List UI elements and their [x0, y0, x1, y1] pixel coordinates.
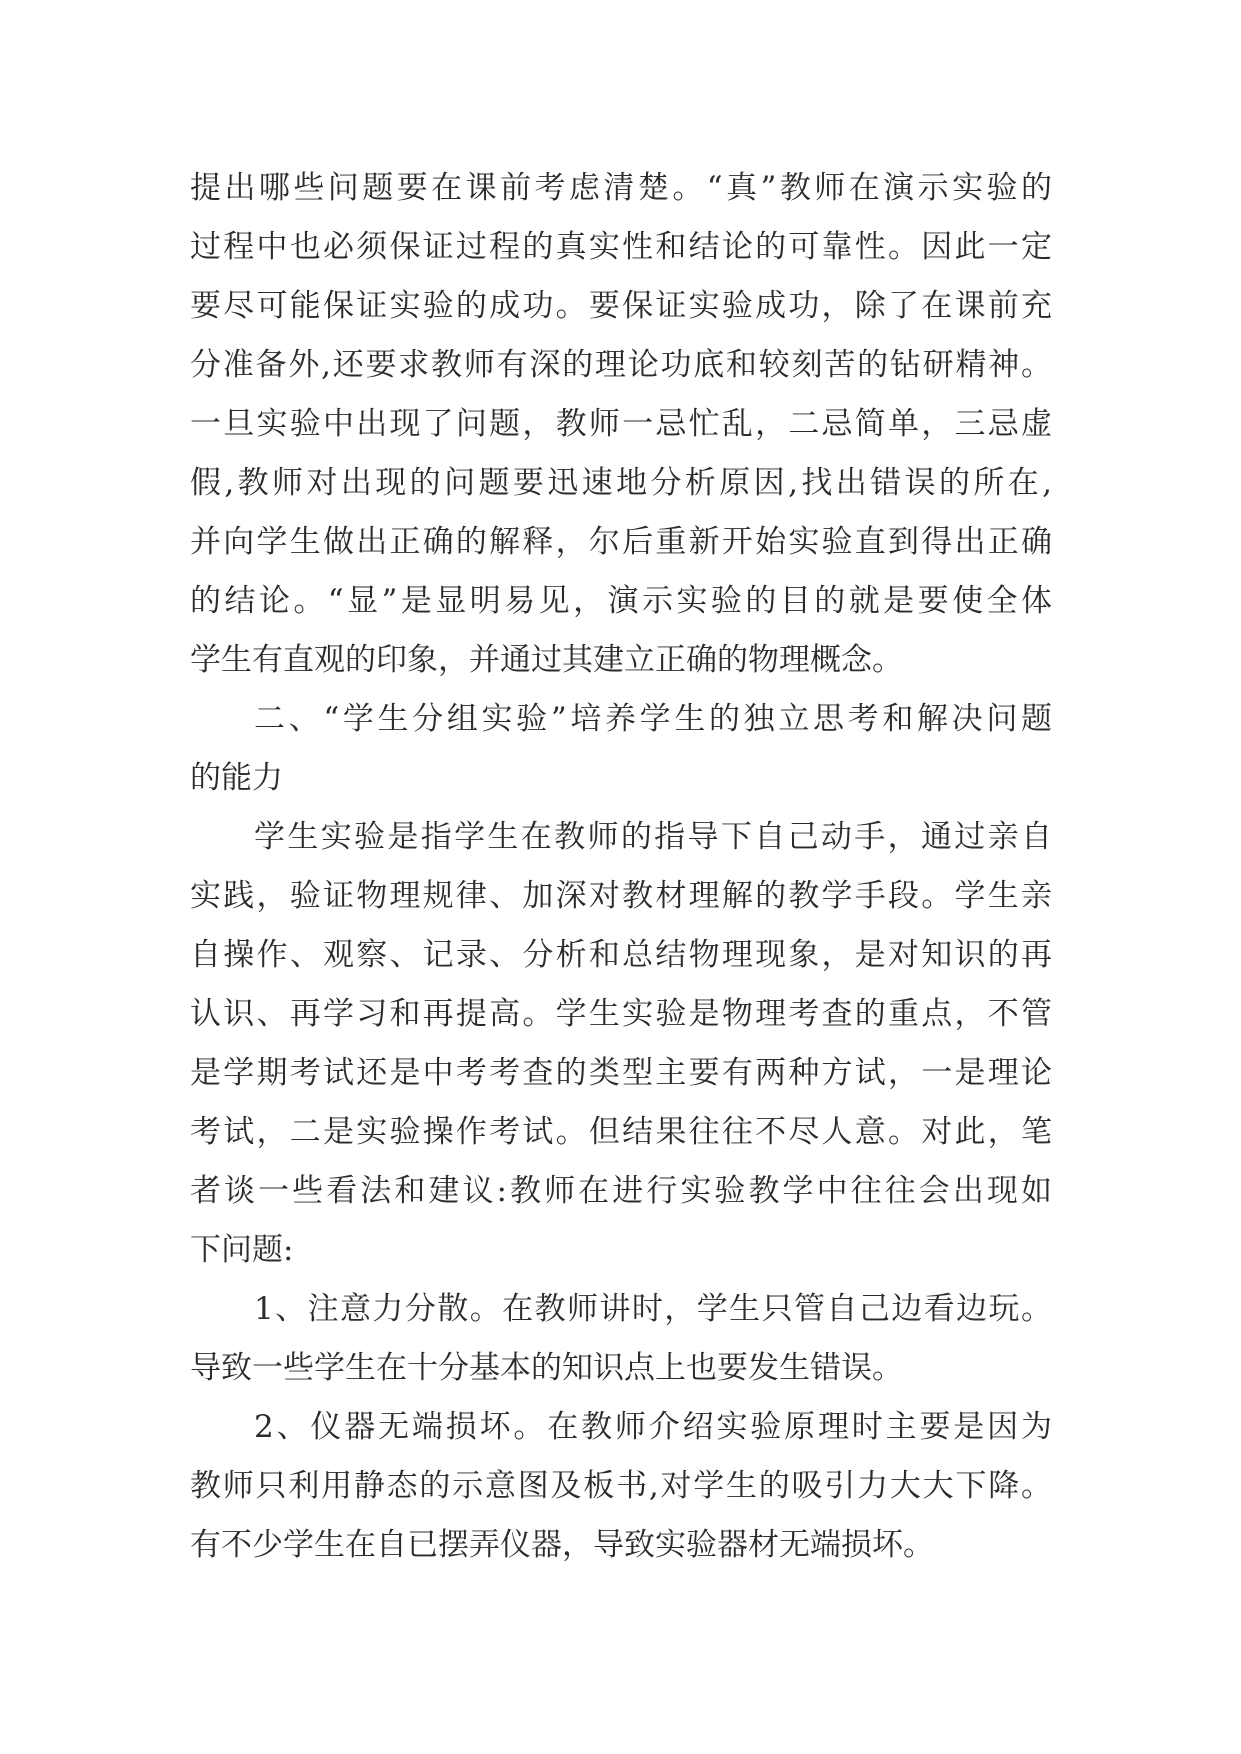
text-line: 实践，验证物理规律、加深对教材理解的教学手段。学生亲 [190, 878, 1052, 914]
text-line: 要尽可能保证实验的成功。要保证实验成功，除了在课前充 [190, 288, 1052, 324]
text-line: 的结论。“显”是显明易见，演示实验的目的就是要使全体 [190, 583, 1052, 619]
text-line: 自操作、观察、记录、分析和总结物理现象，是对知识的再 [190, 937, 1052, 973]
text-line: 提出哪些问题要在课前考虑清楚。“真”教师在演示实验的 [190, 170, 1052, 206]
list-item-line: 有不少学生在自已摆弄仪器，导致实验器材无端损坏。 [190, 1527, 934, 1563]
section-heading-line: 的能力 [190, 760, 283, 796]
list-item-line: 导致一些学生在十分基本的知识点上也要发生错误。 [190, 1350, 903, 1386]
text-line: 是学期考试还是中考考查的类型主要有两种方试，一是理论 [190, 1055, 1052, 1091]
text-line: 下问题: [190, 1232, 294, 1268]
list-item-line: 1、注意力分散。在教师讲时，学生只管自己边看边玩。 [254, 1291, 1052, 1327]
text-line: 考试，二是实验操作考试。但结果往往不尽人意。对此，笔 [190, 1114, 1052, 1150]
text-line: 假,教师对出现的问题要迅速地分析原因,找出错误的所在, [190, 465, 1052, 501]
text-line: 学生实验是指学生在教师的指导下自己动手，通过亲自 [254, 819, 1052, 855]
section-heading-line: 二、“学生分组实验”培养学生的独立思考和解决问题 [254, 701, 1052, 737]
list-item-line: 教师只利用静态的示意图及板书,对学生的吸引力大大下降。 [190, 1468, 1052, 1504]
text-line: 过程中也必须保证过程的真实性和结论的可靠性。因此一定 [190, 229, 1052, 265]
text-line: 认识、再学习和再提高。学生实验是物理考查的重点，不管 [190, 996, 1052, 1032]
document-body [190, 159, 1052, 1575]
text-line: 学生有直观的印象，并通过其建立正确的物理概念。 [190, 642, 903, 678]
list-item-line: 2、仪器无端损坏。在教师介绍实验原理时主要是因为 [254, 1409, 1052, 1445]
text-line: 并向学生做出正确的解释，尔后重新开始实验直到得出正确 [190, 524, 1052, 560]
text-line: 分准备外,还要求教师有深的理论功底和较刻苦的钻研精神。 [190, 347, 1052, 383]
text-line: 者谈一些看法和建议:教师在进行实验教学中往往会出现如 [190, 1173, 1052, 1209]
text-line: 一旦实验中出现了问题，教师一忌忙乱，二忌简单，三忌虚 [190, 406, 1052, 442]
